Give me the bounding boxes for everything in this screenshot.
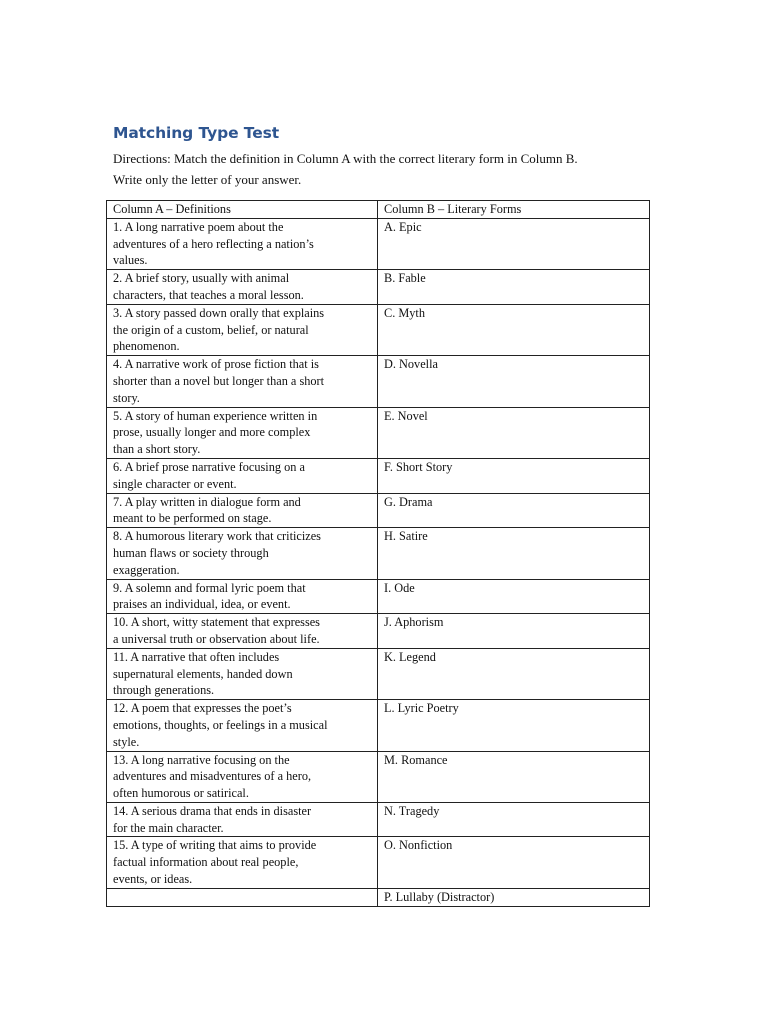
literary-form-cell: A. Epic — [378, 218, 650, 269]
definition-cell — [107, 751, 378, 802]
definition-line: emotions, thoughts, or feelings in a musical — [113, 717, 328, 732]
definition-line: through generations. — [113, 683, 215, 698]
definition-line: 1. A long narrative poem about the — [113, 219, 284, 234]
column-b-header: Column B – Literary Forms — [378, 201, 650, 219]
definition-line: meant to be performed on stage. — [113, 511, 272, 526]
definition-line: 3. A story passed down orally that explains — [113, 305, 325, 320]
definition-line: events, or ideas. — [113, 872, 193, 887]
definition-line: adventures and misadventures of a hero, — [113, 769, 312, 784]
table-row — [107, 356, 650, 407]
literary-form-cell: D. Novella — [378, 356, 650, 407]
directions-line: Write only the letter of your answer. — [113, 172, 302, 187]
literary-form-cell: J. Aphorism — [378, 614, 650, 649]
literary-form-cell: E. Novel — [378, 407, 650, 458]
table-body — [107, 218, 650, 906]
definition-line: praises an individual, idea, or event. — [113, 597, 291, 612]
definition-cell — [107, 614, 378, 649]
definition-line: exaggeration. — [113, 562, 180, 577]
definition-cell — [107, 579, 378, 614]
table-row — [107, 528, 650, 579]
definition-cell — [107, 218, 378, 269]
table-row — [107, 304, 650, 355]
definition-line: 10. A short, witty statement that expresses — [113, 615, 320, 630]
definition-line: 13. A long narrative focusing on the — [113, 752, 290, 767]
definition-line: 6. A brief prose narrative focusing on a — [113, 459, 305, 474]
definition-cell — [107, 493, 378, 528]
definition-cell — [107, 407, 378, 458]
table-row — [107, 579, 650, 614]
definition-line: the origin of a custom, belief, or natural — [113, 322, 309, 337]
literary-form-cell: I. Ode — [378, 579, 650, 614]
definition-cell — [107, 700, 378, 751]
definition-line: values. — [113, 253, 148, 268]
definition-line: for the main character. — [113, 820, 224, 835]
definition-cell — [107, 356, 378, 407]
literary-form-cell: B. Fable — [378, 270, 650, 305]
table-row — [107, 218, 650, 269]
literary-form-cell: F. Short Story — [378, 458, 650, 493]
definition-line: adventures of a hero reflecting a nation’s — [113, 236, 314, 251]
definition-cell — [107, 648, 378, 699]
definition-line: 5. A story of human experience written in — [113, 408, 318, 423]
definition-line: factual information about real people, — [113, 855, 299, 870]
definition-line: often humorous or satirical. — [113, 786, 249, 801]
definition-line: 8. A humorous literary work that criticizes — [113, 529, 321, 544]
definition-line: shorter than a novel but longer than a short — [113, 373, 325, 388]
literary-form-cell: P. Lullaby (Distractor) — [378, 888, 650, 906]
definition-line: prose, usually longer and more complex — [113, 425, 311, 440]
definition-line: a universal truth or observation about life. — [113, 631, 320, 646]
table-row — [107, 270, 650, 305]
literary-form-cell: O. Nonfiction — [378, 837, 650, 888]
table-row — [107, 751, 650, 802]
table-row — [107, 888, 650, 906]
definition-line: 2. A brief story, usually with animal — [113, 271, 290, 286]
definition-line: 9. A solemn and formal lyric poem that — [113, 580, 306, 595]
definition-line: style. — [113, 734, 140, 749]
literary-form-cell: C. Myth — [378, 304, 650, 355]
table-row — [107, 802, 650, 837]
table-header-row — [107, 201, 650, 219]
table-row — [107, 837, 650, 888]
literary-form-cell: H. Satire — [378, 528, 650, 579]
table-row — [107, 648, 650, 699]
table-row — [107, 458, 650, 493]
table-row — [107, 493, 650, 528]
definition-line: than a short story. — [113, 442, 201, 457]
definition-cell — [107, 528, 378, 579]
definition-cell — [107, 304, 378, 355]
definition-line: 15. A type of writing that aims to provide — [113, 838, 317, 853]
literary-form-cell: M. Romance — [378, 751, 650, 802]
definition-line: 7. A play written in dialogue form and — [113, 494, 301, 509]
directions-line: Directions: Match the definition in Column A with the correct literary form in Column B. — [113, 151, 578, 166]
definition-cell — [107, 802, 378, 837]
definition-cell — [107, 837, 378, 888]
page-title: Matching Type Test — [113, 124, 280, 142]
definition-cell — [107, 458, 378, 493]
definition-line: 11. A narrative that often includes — [113, 649, 280, 664]
definition-cell — [107, 270, 378, 305]
definition-line: supernatural elements, handed down — [113, 666, 293, 681]
definition-line: story. — [113, 390, 140, 405]
table-row — [107, 407, 650, 458]
literary-form-cell: G. Drama — [378, 493, 650, 528]
definition-line: phenomenon. — [113, 339, 180, 354]
matching-table — [106, 200, 650, 907]
column-a-header: Column A – Definitions — [107, 201, 378, 219]
definition-line: characters, that teaches a moral lesson. — [113, 287, 304, 302]
literary-form-cell: L. Lyric Poetry — [378, 700, 650, 751]
literary-form-cell: K. Legend — [378, 648, 650, 699]
definition-line: 14. A serious drama that ends in disaster — [113, 803, 312, 818]
table-row — [107, 614, 650, 649]
definition-line: single character or event. — [113, 476, 237, 491]
directions-text — [113, 148, 653, 190]
definition-line: 12. A poem that expresses the poet’s — [113, 701, 292, 716]
definition-cell — [107, 888, 378, 906]
literary-form-cell: N. Tragedy — [378, 802, 650, 837]
definition-line: human flaws or society through — [113, 545, 269, 560]
definition-line: 4. A narrative work of prose fiction that is — [113, 357, 319, 372]
table-row — [107, 700, 650, 751]
